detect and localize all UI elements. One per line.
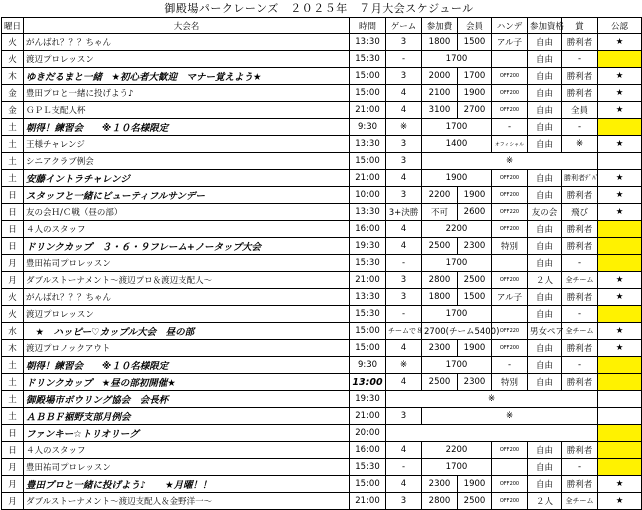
event-name-cell: スタッフと一緒にビューティフルサンデー [24, 187, 350, 204]
handicap-cell: OFF200 [492, 68, 528, 85]
header-qualification: 参加資格 [528, 18, 562, 34]
handicap-cell: オフィシャル [492, 136, 528, 153]
fee-cell: 1700 [422, 306, 492, 323]
qualification-cell: 自由 [528, 136, 562, 153]
fee-cell: 2200 [422, 442, 492, 459]
qualification-cell: 自由 [528, 442, 562, 459]
time-cell: 15:00 [350, 68, 386, 85]
qualification-cell: ２人 [528, 493, 562, 510]
games-cell: 4 [386, 238, 422, 255]
games-cell: - [386, 306, 422, 323]
day-cell: 月 [2, 255, 24, 272]
official-cell [598, 51, 642, 68]
qualification-cell: 自由 [528, 476, 562, 493]
event-name-cell: ドリンクカップ ★昼の部初開催★ [24, 374, 350, 391]
time-cell: 13:30 [350, 289, 386, 306]
event-name-cell: ＡＢＢＦ裾野支部月例会 [24, 408, 350, 425]
qualification-cell: 自由 [528, 340, 562, 357]
prize-cell [598, 153, 642, 170]
table-row [2, 85, 642, 102]
official-cell: ★ [598, 493, 642, 510]
time-cell: 13:30 [350, 136, 386, 153]
event-name-cell: 王様チャレンジ [24, 136, 350, 153]
fee-cell: 2500 [422, 374, 458, 391]
official-cell [598, 119, 642, 136]
fee-cell: 2800 [422, 272, 458, 289]
event-name-cell: 友の会Ｈ/Ｃ戦（昼の部） [24, 204, 350, 221]
prize-cell: 全チーム [562, 272, 598, 289]
day-cell: 土 [2, 170, 24, 187]
official-cell [598, 442, 642, 459]
day-cell: 土 [2, 357, 24, 374]
fee-cell: 2200 [422, 221, 492, 238]
time-cell: 19:30 [350, 238, 386, 255]
games-cell: 4 [386, 442, 422, 459]
qualification-cell: 自由 [528, 119, 562, 136]
fee-cell: ※ [422, 153, 598, 170]
header-games: ゲーム [386, 18, 422, 34]
table-row [2, 391, 642, 408]
official-cell: ★ [598, 68, 642, 85]
official-cell [598, 238, 642, 255]
table-row [2, 255, 642, 272]
day-cell: 木 [2, 340, 24, 357]
member-cell: 1500 [458, 289, 492, 306]
member-cell: 2700 [458, 102, 492, 119]
time-cell: 15:30 [350, 51, 386, 68]
official-cell [598, 221, 642, 238]
handicap-cell: OFF200 [492, 493, 528, 510]
time-cell: 15:00 [350, 476, 386, 493]
games-cell: 4 [386, 85, 422, 102]
fee-cell: ※ [386, 391, 598, 408]
qualification-cell: 自由 [528, 255, 562, 272]
day-cell: 水 [2, 323, 24, 340]
schedule-table [1, 17, 642, 510]
official-cell: ★ [598, 136, 642, 153]
prize-cell: 勝利者 [562, 85, 598, 102]
qualification-cell: 男女ペア [528, 323, 562, 340]
time-cell: 13:00 [350, 374, 386, 391]
table-row [2, 459, 642, 476]
day-cell: 火 [2, 51, 24, 68]
fee-cell: 2100 [422, 85, 458, 102]
handicap-cell: OFF200 [492, 187, 528, 204]
event-name-cell: ファンキー☆トリオリーグ [24, 425, 350, 442]
prize-cell: - [562, 306, 598, 323]
day-cell: 月 [2, 493, 24, 510]
event-name-cell: 御殿場市ボウリング協会 会長杯 [24, 391, 350, 408]
time-cell: 10:00 [350, 187, 386, 204]
day-cell: 日 [2, 425, 24, 442]
time-cell: 19:30 [350, 391, 386, 408]
day-cell: 土 [2, 391, 24, 408]
member-cell: 1900 [458, 340, 492, 357]
official-cell: ★ [598, 340, 642, 357]
time-cell: 13:30 [350, 34, 386, 51]
official-cell: ★ [598, 289, 642, 306]
qualification-cell: 自由 [528, 374, 562, 391]
prize-cell: 勝利者 [562, 442, 598, 459]
time-cell: 15:00 [350, 323, 386, 340]
fee-cell: 1700 [422, 357, 492, 374]
fee-cell: 1700 [422, 459, 492, 476]
header-time: 時間 [350, 18, 386, 34]
table-row [2, 425, 642, 442]
games-cell: 4 [386, 221, 422, 238]
header-official: 公認 [598, 18, 642, 34]
games-cell: - [386, 459, 422, 476]
qualification-cell: 自由 [528, 51, 562, 68]
header-fee: 参加費 [422, 18, 458, 34]
day-cell: 日 [2, 221, 24, 238]
fee-cell: ※ [422, 408, 598, 425]
event-name-cell: 豊田祐司プロレッスン [24, 255, 350, 272]
official-cell: ★ [598, 476, 642, 493]
games-cell: 4 [386, 374, 422, 391]
member-cell: 1900 [458, 85, 492, 102]
event-name-cell: ダブルストーナメント〜渡辺支配人＆金野洋一〜 [24, 493, 350, 510]
event-name-cell: ＧＰＬ支配人杯 [24, 102, 350, 119]
event-name-cell: シニアクラブ例会 [24, 153, 350, 170]
handicap-cell: アル子 [492, 34, 528, 51]
info-cell [386, 425, 598, 442]
official-cell [598, 374, 642, 391]
prize-cell: 勝利者 [562, 221, 598, 238]
games-cell: 3 [386, 272, 422, 289]
qualification-cell: 自由 [528, 289, 562, 306]
handicap-cell [492, 459, 528, 476]
time-cell: 16:00 [350, 221, 386, 238]
member-cell: 2500 [458, 272, 492, 289]
fee-cell: 2500 [422, 238, 458, 255]
prize-cell: 勝利者 [562, 187, 598, 204]
prize-cell: 勝利者 [562, 374, 598, 391]
time-cell: 15:00 [350, 340, 386, 357]
handicap-cell: 特別 [492, 374, 528, 391]
qualification-cell: 自由 [528, 68, 562, 85]
prize-cell: ※ [562, 136, 598, 153]
page-title: 御殿場パークレーンズ ２０２５年 ７月大会スケジュール [164, 2, 474, 15]
qualification-cell: ２人 [528, 272, 562, 289]
time-cell: 21:00 [350, 493, 386, 510]
qualification-cell: 友の会 [528, 204, 562, 221]
official-cell [598, 255, 642, 272]
games-cell: 3 [386, 493, 422, 510]
day-cell: 木 [2, 68, 24, 85]
qualification-cell: 自由 [528, 221, 562, 238]
event-name-cell: 豊田プロと一緒に投げよう♪ ★月曜！！ [24, 476, 350, 493]
time-cell: 16:00 [350, 442, 386, 459]
handicap-cell: OFF200 [492, 476, 528, 493]
event-name-cell: がんばれ？？？ちゃん [24, 289, 350, 306]
day-cell: 土 [2, 153, 24, 170]
time-cell: 21:00 [350, 102, 386, 119]
time-cell: 20:00 [350, 425, 386, 442]
fee-cell: 1800 [422, 289, 458, 306]
event-name-cell: ゆきだるまと一緒 ★初心者大歓迎 マナー覚えよう★ [24, 68, 350, 85]
prize-cell: 勝利者ﾃﾞﾊﾞ [562, 170, 598, 187]
time-cell: 21:00 [350, 408, 386, 425]
event-name-cell: 渡辺プロレッスン [24, 306, 350, 323]
games-cell: - [386, 51, 422, 68]
time-cell: 9:30 [350, 357, 386, 374]
table-row [2, 340, 642, 357]
handicap-cell [492, 255, 528, 272]
day-cell: 火 [2, 34, 24, 51]
games-cell: 3 [386, 136, 422, 153]
table-row [2, 170, 642, 187]
prize-cell: - [562, 51, 598, 68]
fee-cell: 2200 [422, 187, 458, 204]
member-cell: 1900 [458, 187, 492, 204]
day-cell: 火 [2, 289, 24, 306]
handicap-cell: OFF220 [492, 204, 528, 221]
prize-cell [598, 408, 642, 425]
table-row [2, 204, 642, 221]
time-cell: 15:30 [350, 255, 386, 272]
games-cell: 4 [386, 476, 422, 493]
event-name-cell: 豊田祐司プロレッスン [24, 459, 350, 476]
event-name-cell: 安藤イントラチャレンジ [24, 170, 350, 187]
table-row [2, 272, 642, 289]
time-cell: 21:00 [350, 170, 386, 187]
games-cell: 4 [386, 170, 422, 187]
games-cell: 3 [386, 34, 422, 51]
games-cell: チームで８ [386, 323, 422, 340]
header-member: 会員 [458, 18, 492, 34]
handicap-cell: OFF200 [492, 442, 528, 459]
prize-cell: 勝利者 [562, 289, 598, 306]
day-cell: 土 [2, 119, 24, 136]
prize-cell: - [562, 255, 598, 272]
fee-cell: 不可 [422, 204, 458, 221]
fee-cell: 2300 [422, 340, 458, 357]
qualification-cell: 自由 [528, 459, 562, 476]
header-prize: 賞 [562, 18, 598, 34]
qualification-cell: 自由 [528, 187, 562, 204]
official-cell [598, 425, 642, 442]
member-cell: 2300 [458, 238, 492, 255]
day-cell: 日 [2, 187, 24, 204]
fee-cell: 2800 [422, 493, 458, 510]
header-handicap: ハンデ [492, 18, 528, 34]
official-cell [598, 459, 642, 476]
day-cell: 土 [2, 408, 24, 425]
member-cell: 1900 [458, 476, 492, 493]
handicap-cell: OFF200 [492, 272, 528, 289]
member-cell: 1500 [458, 34, 492, 51]
table-row [2, 119, 642, 136]
prize-cell: - [562, 459, 598, 476]
fee-cell: 2000 [422, 68, 458, 85]
time-cell: 15:00 [350, 153, 386, 170]
handicap-cell: アル子 [492, 289, 528, 306]
event-name-cell: 渡辺プロレッスン [24, 51, 350, 68]
member-cell: 2500 [458, 493, 492, 510]
table-row [2, 238, 642, 255]
games-cell: 3 [386, 187, 422, 204]
qualification-cell: 自由 [528, 85, 562, 102]
qualification-cell: 自由 [528, 34, 562, 51]
prize-cell: 全チーム [562, 493, 598, 510]
fee-cell: 3100 [422, 102, 458, 119]
handicap-cell: - [492, 357, 528, 374]
fee-cell: 1400 [422, 136, 492, 153]
member-cell: 1700 [458, 68, 492, 85]
day-cell: 金 [2, 102, 24, 119]
day-cell: 日 [2, 238, 24, 255]
table-row [2, 289, 642, 306]
handicap-cell: OFF200 [492, 85, 528, 102]
table-row [2, 476, 642, 493]
official-cell: ★ [598, 323, 642, 340]
official-cell: ★ [598, 102, 642, 119]
handicap-cell: OFF200 [492, 102, 528, 119]
official-cell: ★ [598, 272, 642, 289]
table-row [2, 323, 642, 340]
table-header-row [2, 18, 642, 34]
handicap-cell: 特別 [492, 238, 528, 255]
prize-cell: 全員 [562, 102, 598, 119]
time-cell: 15:00 [350, 85, 386, 102]
table-row [2, 221, 642, 238]
day-cell: 日 [2, 204, 24, 221]
games-cell: 3 [386, 68, 422, 85]
games-cell: ※ [386, 119, 422, 136]
time-cell: 15:30 [350, 306, 386, 323]
event-name-cell: ４人のスタッフ [24, 442, 350, 459]
games-cell: - [386, 255, 422, 272]
table-row [2, 306, 642, 323]
games-cell: 3 [386, 153, 422, 170]
event-name-cell: 豊田プロと一緒に投げよう♪ [24, 85, 350, 102]
fee-cell: 1700 [422, 255, 492, 272]
official-cell [598, 357, 642, 374]
prize-cell: 勝利者 [562, 68, 598, 85]
qualification-cell: 自由 [528, 102, 562, 119]
table-row [2, 187, 642, 204]
prize-cell: - [562, 119, 598, 136]
games-cell: ※ [386, 357, 422, 374]
table-row [2, 374, 642, 391]
event-name-cell: ダブルストーナメント〜渡辺プロ＆渡辺支配人〜 [24, 272, 350, 289]
fee-cell: 1800 [422, 34, 458, 51]
table-row [2, 357, 642, 374]
time-cell: 21:00 [350, 272, 386, 289]
header-name: 大会名 [24, 18, 350, 34]
official-cell: ★ [598, 85, 642, 102]
official-cell: ★ [598, 170, 642, 187]
day-cell: 日 [2, 442, 24, 459]
table-row [2, 68, 642, 85]
handicap-cell [492, 51, 528, 68]
day-cell: 火 [2, 306, 24, 323]
games-cell: 3 [386, 289, 422, 306]
table-row [2, 136, 642, 153]
handicap-cell: - [492, 119, 528, 136]
prize-cell [598, 391, 642, 408]
prize-cell: 飛び [562, 204, 598, 221]
time-cell: 9:30 [350, 119, 386, 136]
table-row [2, 493, 642, 510]
time-cell: 13:30 [350, 204, 386, 221]
qualification-cell: 自由 [528, 357, 562, 374]
table-row [2, 102, 642, 119]
official-cell: ★ [598, 34, 642, 51]
prize-cell: 勝利者 [562, 340, 598, 357]
prize-cell: 全チーム [562, 323, 598, 340]
event-name-cell: 朝得！練習会 ※１０名様限定 [24, 119, 350, 136]
prize-cell: - [562, 357, 598, 374]
handicap-cell: OFF220 [492, 323, 528, 340]
event-name-cell: ★ ハッピー♡カップル大会 昼の部 [24, 323, 350, 340]
games-cell: 4 [386, 340, 422, 357]
table-row [2, 51, 642, 68]
event-name-cell: 渡辺プロノックアウト [24, 340, 350, 357]
member-cell: 2300 [458, 374, 492, 391]
official-cell [598, 306, 642, 323]
official-cell: ★ [598, 187, 642, 204]
table-row [2, 34, 642, 51]
prize-cell: 勝利者 [562, 34, 598, 51]
table-row [2, 153, 642, 170]
day-cell: 月 [2, 476, 24, 493]
event-name-cell: 朝得！練習会 ※１０名様限定 [24, 357, 350, 374]
handicap-cell [492, 306, 528, 323]
fee-cell: 1900 [422, 170, 492, 187]
fee-cell: 1700 [422, 119, 492, 136]
day-cell: 月 [2, 459, 24, 476]
day-cell: 土 [2, 136, 24, 153]
games-cell: 3+決勝 [386, 204, 422, 221]
event-name-cell: ４人のスタッフ [24, 221, 350, 238]
prize-cell: 勝利者 [562, 238, 598, 255]
table-row [2, 442, 642, 459]
fee-cell: 2700(チーム5400) [422, 323, 492, 340]
handicap-cell: OFF200 [492, 221, 528, 238]
event-name-cell: ドリンクカップ ３・６・９フレーム+ノータップ大会 [24, 238, 350, 255]
time-cell: 15:30 [350, 459, 386, 476]
games-cell: 4 [386, 102, 422, 119]
handicap-cell: OFF200 [492, 170, 528, 187]
day-cell: 月 [2, 272, 24, 289]
event-name-cell: がんばれ？？？ちゃん [24, 34, 350, 51]
qualification-cell: 自由 [528, 238, 562, 255]
official-cell: ★ [598, 204, 642, 221]
qualification-cell: 自由 [528, 170, 562, 187]
header-day: 曜日 [2, 18, 24, 34]
day-cell: 金 [2, 85, 24, 102]
fee-cell: 2300 [422, 476, 458, 493]
member-cell: 2600 [458, 204, 492, 221]
games-cell: 3 [386, 408, 422, 425]
table-row [2, 408, 642, 425]
qualification-cell: 自由 [528, 306, 562, 323]
handicap-cell: OFF200 [492, 340, 528, 357]
prize-cell: 勝利者 [562, 476, 598, 493]
fee-cell: 1700 [422, 51, 492, 68]
day-cell: 土 [2, 374, 24, 391]
